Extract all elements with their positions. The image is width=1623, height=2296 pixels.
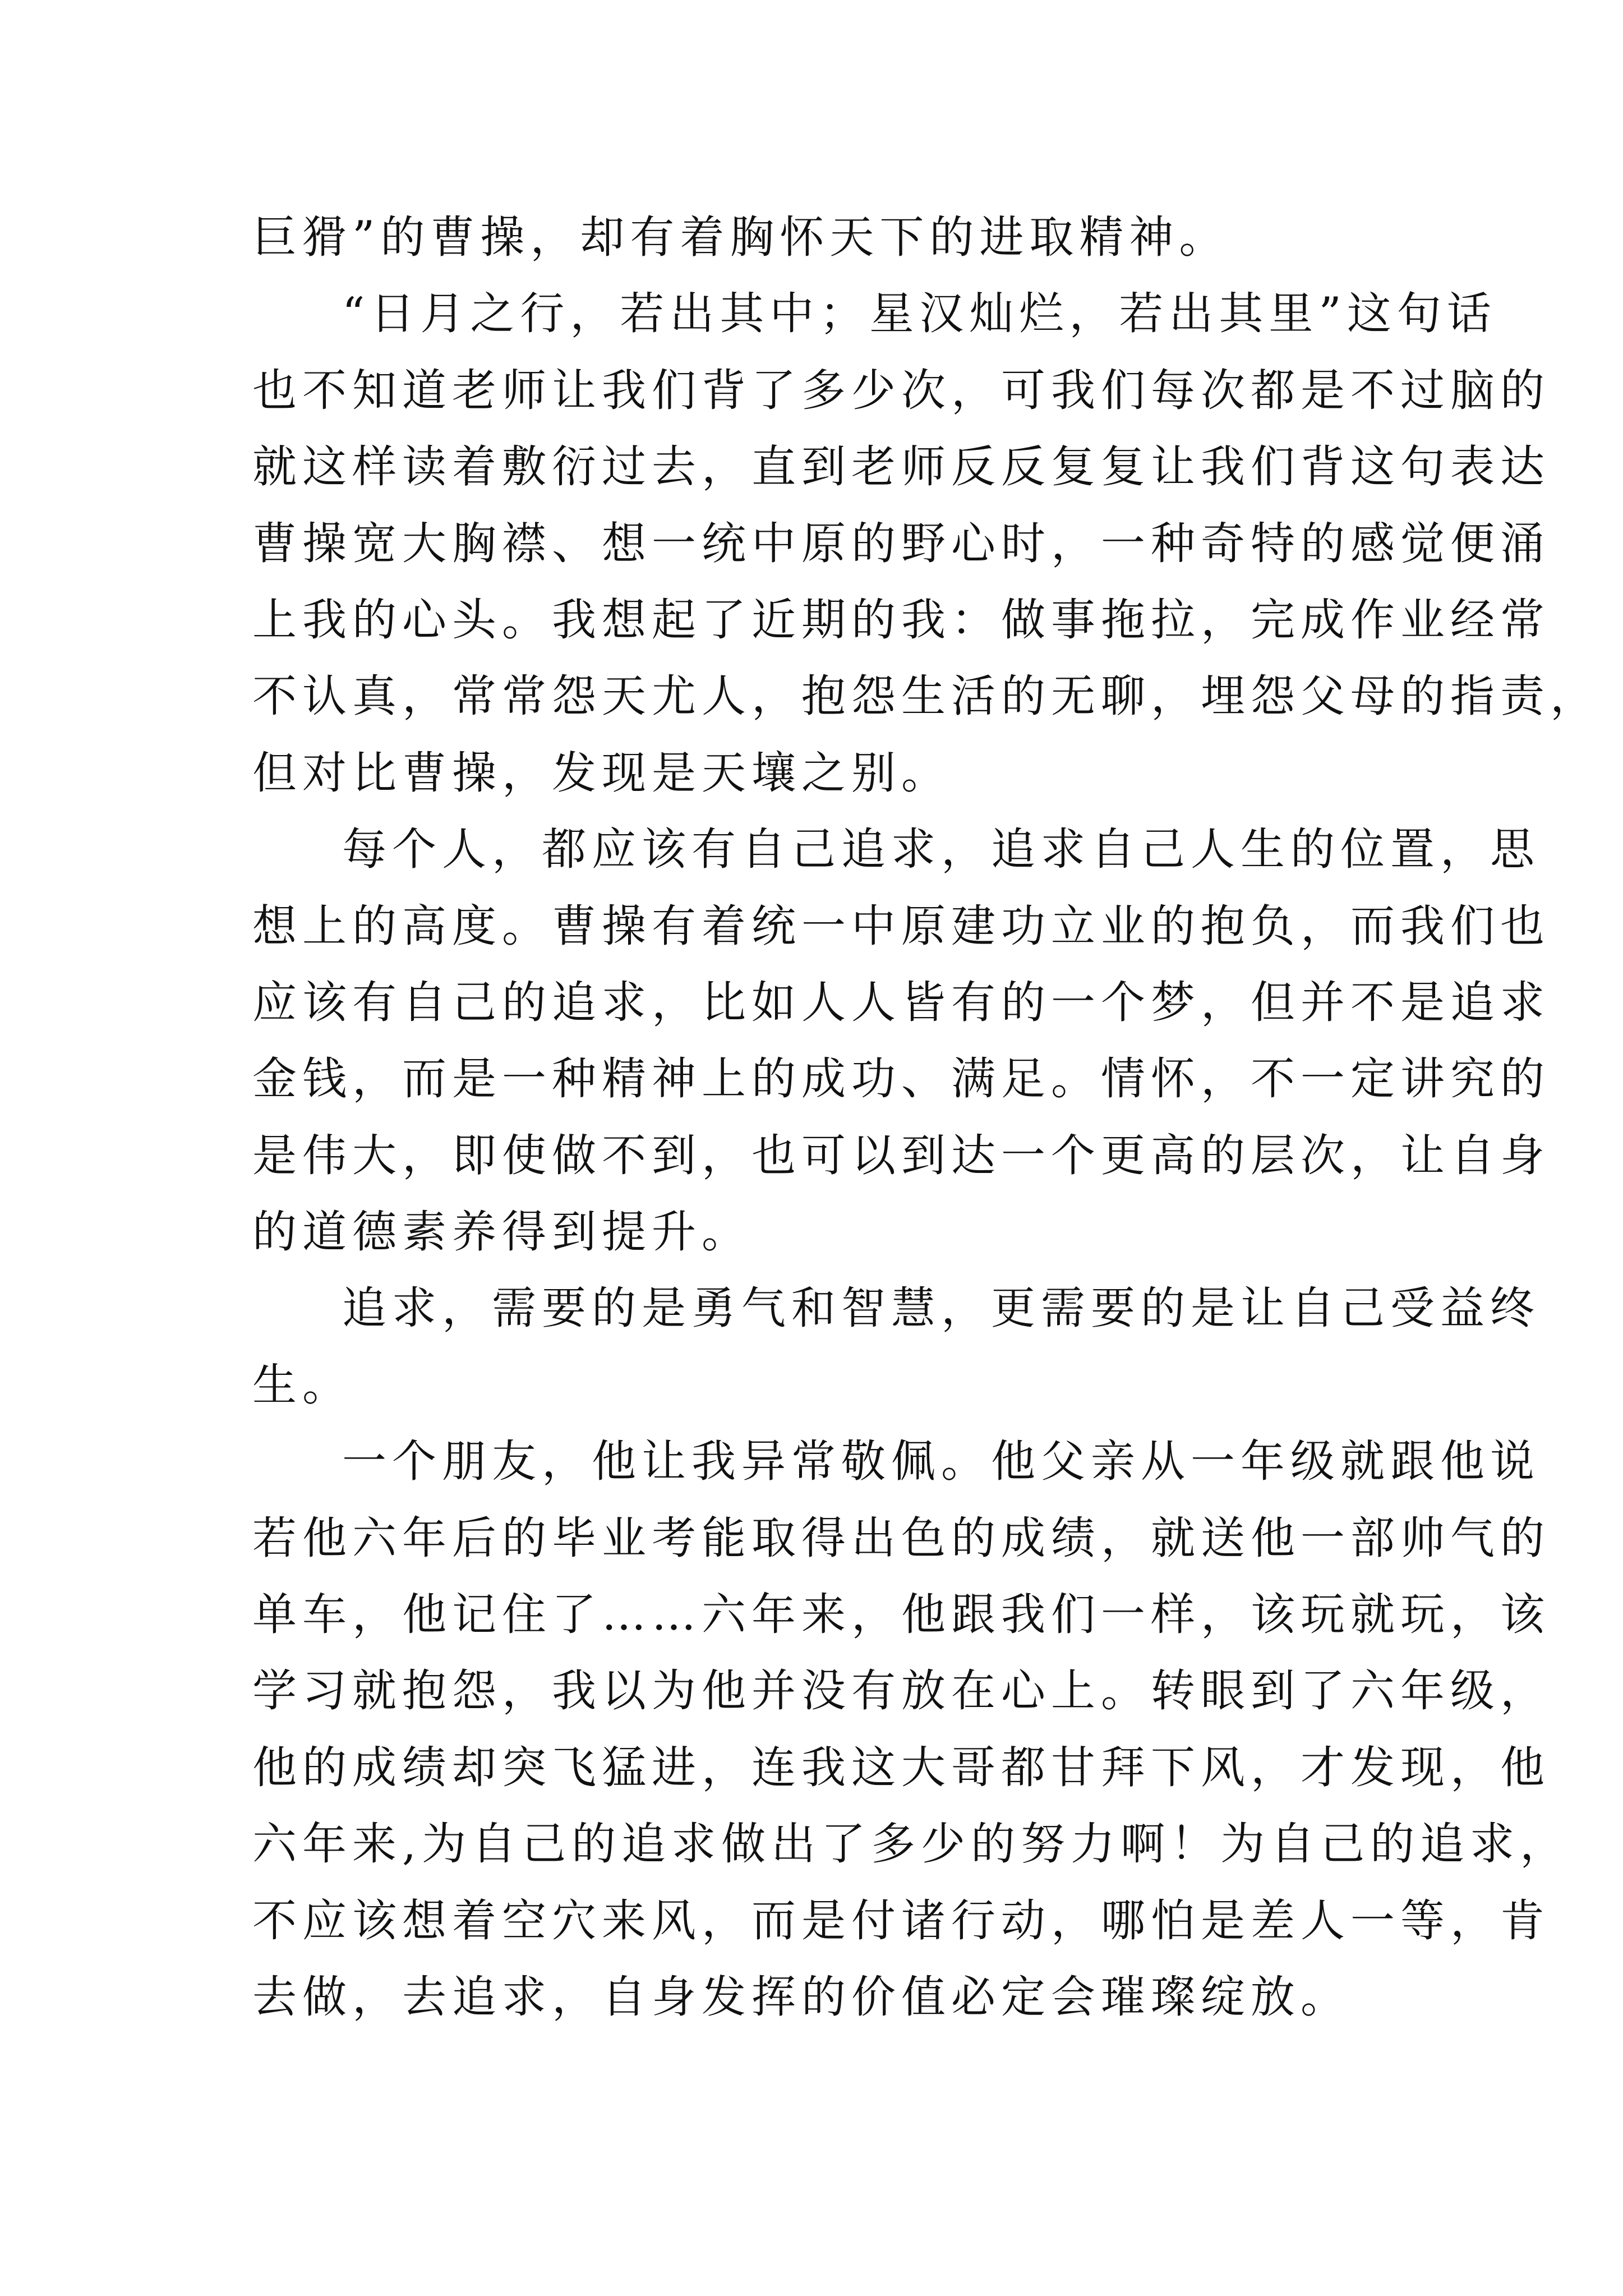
paragraph-5 — [252, 1423, 1570, 2035]
text-line: 不应该想着空穴来风，而是付诸行动，哪怕是差人一等，肯 — [252, 1894, 1550, 1947]
text-line: 六年来,为自己的追求做出了多少的努力啊！为自己的追求， — [252, 1818, 1570, 1870]
text-line: 巨猾”的曹操，却有着胸怀天下的进取精神。 — [252, 211, 1229, 263]
text-line: 学习就抱怨，我以为他并没有放在心上。转眼到了六年级， — [252, 1665, 1550, 1717]
text-line: 也不知道老师让我们背了多少次，可我们每次都是不过脑的 — [252, 364, 1550, 416]
text-line: 追求，需要的是勇气和智慧，更需要的是让自己受益终 — [342, 1282, 1540, 1335]
text-line: 的道德素养得到提升。 — [252, 1206, 751, 1258]
text-line: 金钱，而是一种精神上的成功、满足。情怀，不一定讲究的 — [252, 1053, 1550, 1105]
text-line: 他的成绩却突飞猛进，连我这大哥都甘拜下风，才发现，他 — [252, 1741, 1550, 1793]
text-line: 是伟大，即使做不到，也可以到达一个更高的层次，让自身 — [252, 1129, 1550, 1181]
text-line: 单车，他记住了……六年来，他跟我们一样，该玩就玩，该 — [252, 1589, 1550, 1641]
text-line: 就这样读着敷衍过去，直到老师反反复复让我们背这句表达 — [252, 441, 1550, 493]
text-line: 生。 — [252, 1359, 352, 1411]
essay-body — [252, 199, 1600, 2035]
text-line: 曹操宽大胸襟、想一统中原的野心时，一种奇特的感觉便涌 — [252, 517, 1550, 569]
text-line: 上我的心头。我想起了近期的我：做事拖拉，完成作业经常 — [252, 593, 1550, 646]
text-line: 不认真，常常怨天尤人，抱怨生活的无聊，埋怨父母的指责， — [252, 670, 1600, 723]
paragraph-4 — [252, 1270, 1540, 1423]
text-line: 一个朋友，他让我异常敬佩。他父亲从一年级就跟他说 — [342, 1435, 1540, 1488]
paragraph-1 — [252, 199, 1385, 275]
text-line: 但对比曹操，发现是天壤之别。 — [252, 747, 951, 799]
text-line: 想上的高度。曹操有着统一中原建功立业的抱负，而我们也 — [252, 900, 1550, 952]
paragraph-3 — [252, 811, 1550, 1270]
text-line: 每个人，都应该有自己追求，追求自己人生的位置，思 — [342, 823, 1540, 876]
text-line: 若他六年后的毕业考能取得出色的成绩，就送他一部帅气的 — [252, 1512, 1550, 1564]
text-line: 去做，去追求，自身发挥的价值必定会璀璨绽放。 — [252, 1971, 1350, 2023]
text-line: “日月之行，若出其中；星汉灿烂，若出其里”这句话 — [342, 288, 1497, 340]
text-line: 应该有自己的追求，比如人人皆有的一个梦，但并不是追求 — [252, 976, 1550, 1028]
paragraph-2 — [252, 275, 1600, 811]
